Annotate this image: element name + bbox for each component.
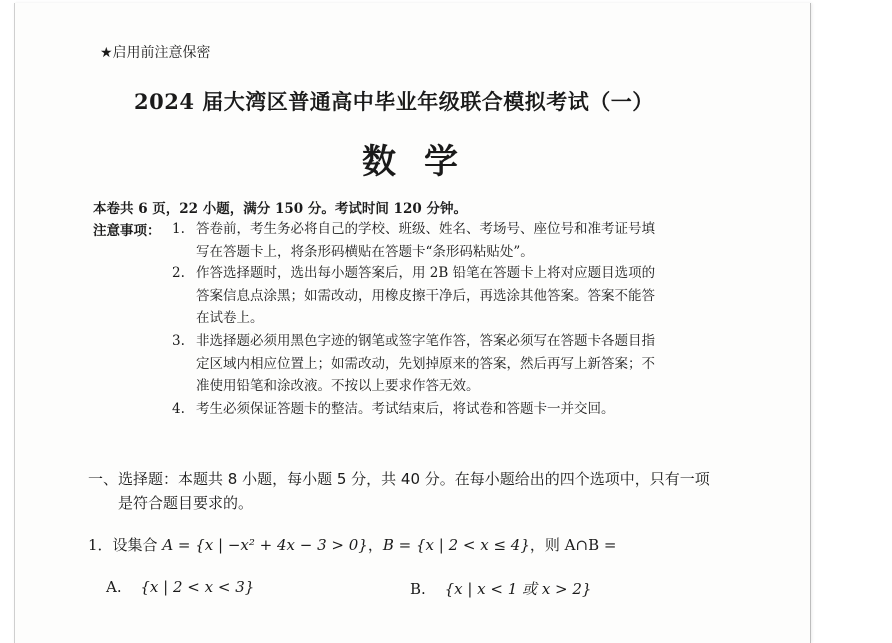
section-heading: [88, 467, 710, 515]
option-label: A.: [106, 578, 122, 596]
option-label: B.: [410, 580, 426, 598]
note-number: 4.: [172, 401, 185, 417]
exam-info: 本卷共 6 页，22 小题，满分 150 分。考试时间 120 分钟。: [93, 201, 467, 217]
section-line-2: 是符合题目要求的。: [118, 494, 254, 512]
note-number: 1.: [172, 221, 185, 237]
subject-heading: 数学: [362, 142, 486, 182]
question-stem-prefix: 设集合: [112, 536, 163, 554]
exam-title: 2024 届大湾区普通高中毕业年级联合模拟考试（一）: [134, 89, 654, 114]
note-line: 非选择题必须用黑色字迹的钢笔或签字笔作答，答案必须写在答题卡各题目指: [196, 333, 655, 349]
note-line: 作答选择题时，选出每小题答案后，用 2B 铅笔在答题卡上将对应题目选项的: [196, 265, 656, 281]
note-line: 准使用铅笔和涂改液。不按以上要求作答无效。: [196, 378, 480, 394]
question-number: 1．: [88, 536, 113, 554]
note-line: 在试卷上。: [196, 310, 264, 326]
note-number: 2.: [172, 265, 185, 281]
note-line: 定区域内相应位置上；如需改动，先划掉原来的答案，然后再写上新答案；不: [196, 355, 655, 372]
note-number: 3.: [172, 333, 185, 349]
question-1: [88, 534, 616, 555]
note-line: 答卷前，考生务必将自己的学校、班级、姓名、考场号、座位号和准考证号填: [196, 221, 655, 237]
note-line: 答案信息点涂黑；如需改动，用橡皮擦干净后，再选涂其他答案。答案不能答: [196, 287, 655, 304]
set-b-expression: B = {x | 2 < x ≤ 4}: [382, 536, 530, 554]
confidential-stamp: ★启用前注意保密: [100, 45, 211, 61]
section-line-1: 一、选择题：本题共 8 小题，每小题 5 分，共 40 分。在每小题给出的四个选项中，只有一项: [88, 470, 710, 488]
separator: ，: [367, 536, 383, 554]
option-text: {x | 2 < x < 3}: [140, 578, 255, 596]
option-a: [106, 578, 254, 596]
note-line: 考生必须保证答题卡的整洁。考试结束后，将试卷和答题卡一并交回。: [196, 401, 615, 417]
question-stem-suffix: ，则 A∩B =: [529, 536, 617, 554]
notes-label: 注意事项：: [93, 223, 161, 239]
option-text: {x | x < 1 或 x > 2}: [444, 580, 592, 598]
set-a-expression: A = {x | −x² + 4x − 3 > 0}: [162, 536, 368, 554]
option-b: [410, 578, 591, 599]
note-line: 写在答题卡上，将条形码横贴在答题卡“条形码粘贴处”。: [196, 243, 534, 260]
